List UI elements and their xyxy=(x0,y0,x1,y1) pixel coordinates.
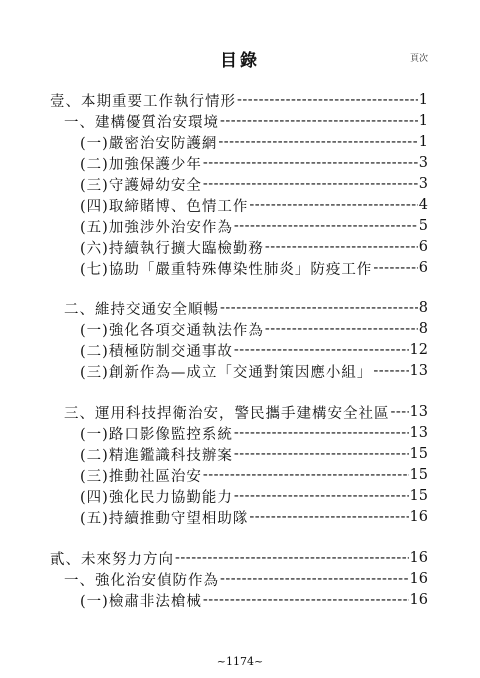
toc-dot-leader xyxy=(234,342,409,358)
toc-entry xyxy=(80,590,428,610)
toc-dot-leader xyxy=(220,571,409,587)
toc-entry-label: (五)加強涉外治安作為 xyxy=(80,219,233,236)
toc-entry-page: 1 xyxy=(418,134,428,150)
toc-entry xyxy=(64,569,428,589)
toc-dot-leader xyxy=(234,425,409,441)
toc-entry xyxy=(80,465,428,485)
toc-dot-leader xyxy=(203,592,409,608)
toc-entry-page: 1 xyxy=(418,92,428,108)
toc-entry xyxy=(80,153,428,173)
toc-entry-page: 16 xyxy=(409,592,428,608)
toc-entry-label: (二)積極防制交通事故 xyxy=(80,343,233,360)
toc-entry xyxy=(80,237,428,257)
toc-entry xyxy=(50,90,428,110)
toc-entry-label: (七)協助「嚴重特殊傳染性肺炎」防疫工作 xyxy=(80,261,373,278)
toc-entry-page: 15 xyxy=(409,488,428,504)
toc-dot-leader xyxy=(220,113,418,129)
toc-entry xyxy=(80,319,428,339)
toc-dot-leader xyxy=(203,467,409,483)
toc-entry-label: (一)嚴密治安防護網 xyxy=(80,135,218,152)
toc-entry-page: 15 xyxy=(409,467,428,483)
toc-dot-leader xyxy=(175,550,409,566)
toc-dot-leader xyxy=(234,218,418,234)
toc-dot-leader xyxy=(237,92,418,108)
toc-entry-page: 16 xyxy=(409,509,428,525)
toc-entry-page: 6 xyxy=(418,260,428,276)
toc-entry xyxy=(50,548,428,568)
toc-entry-label: (一)路口影像監控系統 xyxy=(80,426,233,443)
toc-entry xyxy=(80,132,428,152)
toc-entry xyxy=(80,486,428,506)
toc-entry xyxy=(80,174,428,194)
toc-entry-page: 15 xyxy=(409,446,428,462)
toc-entry-page: 8 xyxy=(418,300,428,316)
toc-entry-label: (四)取締賭博、色情工作 xyxy=(80,198,249,215)
toc-entry-label: 三、運用科技捍衛治安，警民攜手建構安全社區 xyxy=(64,405,390,422)
toc-entry xyxy=(80,423,428,443)
toc-entry-page: 8 xyxy=(418,321,428,337)
toc-entry-label: (三)創新作為—成立「交通對策因應小組」 xyxy=(80,364,373,381)
toc-entry xyxy=(80,340,428,360)
toc-dot-leader xyxy=(218,134,417,150)
toc-entry xyxy=(80,258,428,278)
toc-dot-leader xyxy=(373,260,417,276)
toc-entry-page: 4 xyxy=(418,197,428,213)
footer-page-number: ~1174~ xyxy=(216,655,264,668)
toc-entry xyxy=(80,216,428,236)
toc-entry-page: 3 xyxy=(418,155,428,171)
toc-dot-leader xyxy=(234,446,409,462)
toc-entry-page: 6 xyxy=(418,239,428,255)
toc-entry-page: 13 xyxy=(409,404,428,420)
toc-entry-label: 一、強化治安偵防作為 xyxy=(64,572,219,589)
toc-entry-page: 16 xyxy=(409,571,428,587)
toc-entry-page: 1 xyxy=(418,113,428,129)
toc-entry-label: (五)持續推動守望相助隊 xyxy=(80,510,249,527)
toc-entry xyxy=(64,402,428,422)
toc-entry xyxy=(80,361,428,381)
toc-entry-label: (六)持續執行擴大臨檢勤務 xyxy=(80,240,264,257)
toc-entry-label: (二)精進鑑識科技辦案 xyxy=(80,447,233,464)
toc-dot-leader xyxy=(249,197,417,213)
toc-entry-page: 16 xyxy=(409,550,428,566)
toc-entry-page: 3 xyxy=(418,176,428,192)
toc-dot-leader xyxy=(373,363,408,379)
toc-dot-leader xyxy=(203,155,418,171)
toc-dot-leader xyxy=(220,300,418,316)
toc-dot-leader xyxy=(391,404,409,420)
toc-entry-page: 12 xyxy=(409,342,428,358)
toc-entry-label: 貳、未來努力方向 xyxy=(50,551,174,568)
toc-entry-label: (一)檢肅非法槍械 xyxy=(80,593,202,610)
toc-entry-label: (一)強化各項交通執法作為 xyxy=(80,322,264,339)
toc-entry-label: (三)守護婦幼安全 xyxy=(80,177,202,194)
page-column-label: 頁次 xyxy=(409,54,428,64)
toc-entry xyxy=(80,195,428,215)
toc-entry xyxy=(80,444,428,464)
toc-dot-leader xyxy=(234,488,409,504)
toc-entry-label: 一、建構優質治安環境 xyxy=(64,114,219,131)
toc-entry-label: (二)加強保護少年 xyxy=(80,156,202,173)
toc-entry-label: 壹、本期重要工作執行情形 xyxy=(50,93,236,110)
page-title: 目錄 xyxy=(220,51,260,71)
toc-dot-leader xyxy=(265,321,418,337)
toc-dot-leader xyxy=(203,176,418,192)
toc-entry-label: (三)推動社區治安 xyxy=(80,468,202,485)
toc-entry-label: (四)強化民力協勤能力 xyxy=(80,489,233,506)
toc-entry xyxy=(64,111,428,131)
toc-entry-label: 二、維持交通安全順暢 xyxy=(64,301,219,318)
toc-entry-page: 13 xyxy=(409,425,428,441)
toc-entry-page: 5 xyxy=(418,218,428,234)
toc-dot-leader xyxy=(249,509,408,525)
toc-dot-leader xyxy=(265,239,418,255)
toc-entry xyxy=(80,507,428,527)
toc-entry xyxy=(64,298,428,318)
toc-entry-page: 13 xyxy=(409,363,428,379)
